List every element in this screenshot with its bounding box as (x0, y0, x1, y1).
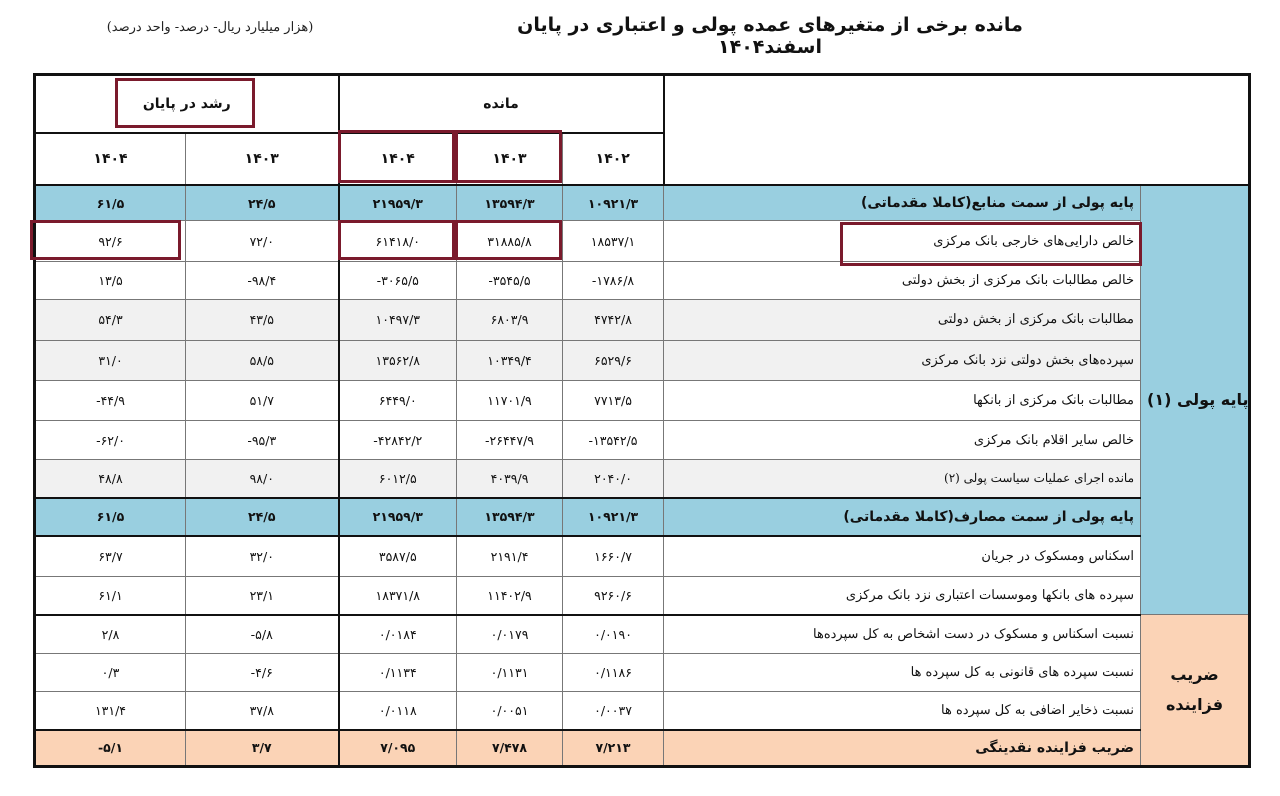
cell-balance-1402: ۰/۰۰۳۷ (563, 692, 664, 730)
cell-growth-1404: ۶۱/۵ (35, 185, 186, 221)
growth-group-header: رشد در پایان (35, 75, 339, 134)
table-row (35, 340, 1250, 380)
cell-balance-1403: ۴۰۳۹/۹ (457, 459, 563, 497)
table-row (35, 261, 1250, 299)
header-group-row (35, 75, 1250, 134)
row-label: مانده اجرای عملیات سیاست پولی (۲) (664, 459, 1141, 497)
cell-balance-1404: ۰/۱۱۳۴ (339, 653, 457, 691)
cell-balance-1403: -۲۶۴۴۷/۹ (457, 421, 563, 459)
cell-balance-1402: -۱۳۵۴۲/۵ (563, 421, 664, 459)
header-blank-cell (664, 75, 1250, 185)
table-row (35, 653, 1250, 691)
cell-growth-1404: ۰/۳ (35, 653, 186, 691)
cell-balance-1402: ۴۷۴۲/۸ (563, 300, 664, 340)
row-label: نسبت ذخایر اضافی به کل سپرده ها (664, 692, 1141, 730)
cell-balance-1404: ۶۴۴۹/۰ (339, 381, 457, 421)
page-title: مانده برخی از متغیرهای عمده پولی و اعتباری در پایان اسفند۱۴۰۴ (517, 14, 1023, 58)
cell-balance-1402: -۱۷۸۶/۸ (563, 261, 664, 299)
cell-balance-1403: ۰/۰۰۵۱ (457, 692, 563, 730)
balance-year-1403: ۱۴۰۳ (457, 133, 563, 185)
cell-balance-1403: ۱۳۵۹۴/۳ (457, 185, 563, 221)
growth-year-1404: ۱۴۰۴ (35, 133, 186, 185)
multiplier-side-line1: ضریب (1170, 665, 1219, 685)
table-row (35, 421, 1250, 459)
cell-balance-1403: ۳۱۸۸۵/۸ (457, 221, 563, 261)
cell-growth-1403: ۴۳/۵ (186, 300, 339, 340)
row-label: خالص مطالبات بانک مرکزی از بخش دولتی (664, 261, 1141, 299)
table-row (35, 381, 1250, 421)
cell-growth-1404: -۶۲/۰ (35, 421, 186, 459)
cell-growth-1404: -۵/۱ (35, 730, 186, 767)
table-row (35, 221, 1250, 261)
row-label: سپرده‌های بخش دولتی نزد بانک مرکزی (664, 340, 1141, 380)
row-label: نسبت اسکناس و مسکوک در دست اشخاص به کل سپرده‌ها (664, 615, 1141, 653)
cell-balance-1404: ۲۱۹۵۹/۳ (339, 185, 457, 221)
row-label: مطالبات بانک مرکزی از بانکها (664, 381, 1141, 421)
table-row (35, 576, 1250, 614)
cell-growth-1404: ۲/۸ (35, 615, 186, 653)
table-row-base-money-uses (35, 498, 1250, 536)
table-row (35, 615, 1250, 653)
multiplier-side-line2: فزاینده (1165, 695, 1224, 715)
row-label: پایه پولی از سمت منابع(کاملا مقدماتی) (664, 185, 1141, 221)
cell-balance-1402: ۲۰۴۰/۰ (563, 459, 664, 497)
cell-balance-1402: ۷/۲۱۳ (563, 730, 664, 767)
balance-year-1404: ۱۴۰۴ (339, 133, 457, 185)
table-row-liquidity-multiplier (35, 730, 1250, 767)
cell-growth-1403: ۲۳/۱ (186, 576, 339, 614)
table-row (35, 692, 1250, 730)
cell-balance-1402: ۰/۰۱۹۰ (563, 615, 664, 653)
row-label: اسکناس ومسکوک در جریان (664, 536, 1141, 576)
cell-growth-1403: ۲۴/۵ (186, 498, 339, 536)
cell-balance-1403: ۱۱۴۰۲/۹ (457, 576, 563, 614)
cell-growth-1404: -۴۴/۹ (35, 381, 186, 421)
cell-balance-1403: ۱۰۳۴۹/۴ (457, 340, 563, 380)
row-label: خالص سایر اقلام بانک مرکزی (664, 421, 1141, 459)
row-label: ضریب فزاینده نقدینگی (664, 730, 1141, 767)
cell-growth-1404: ۳۱/۰ (35, 340, 186, 380)
cell-growth-1404: ۹۲/۶ (35, 221, 186, 261)
cell-balance-1404: ۰/۰۱۱۸ (339, 692, 457, 730)
row-label: سپرده های بانکها وموسسات اعتباری نزد بانک مرکزی (664, 576, 1141, 614)
cell-balance-1402: ۰/۱۱۸۶ (563, 653, 664, 691)
cell-growth-1404: ۶۱/۱ (35, 576, 186, 614)
cell-growth-1403: ۳۲/۰ (186, 536, 339, 576)
cell-growth-1404: ۶۳/۷ (35, 536, 186, 576)
base-money-side-label: پایه پولی (۱) (1141, 185, 1250, 615)
unit-note: (هزار میلیارد ریال- درصد- واحد درصد) (106, 20, 314, 35)
growth-year-1403: ۱۴۰۳ (186, 133, 339, 185)
cell-balance-1404: ۱۰۴۹۷/۳ (339, 300, 457, 340)
cell-balance-1402: ۱۰۹۲۱/۳ (563, 185, 664, 221)
cell-balance-1402: ۱۶۶۰/۷ (563, 536, 664, 576)
cell-balance-1403: ۶۸۰۳/۹ (457, 300, 563, 340)
cell-growth-1404: ۶۱/۵ (35, 498, 186, 536)
cell-balance-1404: ۳۵۸۷/۵ (339, 536, 457, 576)
cell-balance-1402: ۱۰۹۲۱/۳ (563, 498, 664, 536)
row-label: نسبت سپرده های قانونی به کل سپرده ها (664, 653, 1141, 691)
cell-balance-1404: ۶۰۱۲/۵ (339, 459, 457, 497)
table-row-base-money-sources (35, 185, 1250, 221)
table-row (35, 536, 1250, 576)
cell-growth-1403: ۳/۷ (186, 730, 339, 767)
cell-balance-1404: -۳۰۶۵/۵ (339, 261, 457, 299)
cell-growth-1403: ۵۱/۷ (186, 381, 339, 421)
cell-growth-1403: -۹۵/۳ (186, 421, 339, 459)
table-row (35, 300, 1250, 340)
cell-balance-1404: ۶۱۴۱۸/۰ (339, 221, 457, 261)
balance-group-header: مانده (339, 75, 664, 134)
cell-growth-1403: -۵/۸ (186, 615, 339, 653)
cell-balance-1404: ۰/۰۱۸۴ (339, 615, 457, 653)
cell-balance-1402: ۷۷۱۳/۵ (563, 381, 664, 421)
table-row (35, 459, 1250, 497)
cell-balance-1403: ۰/۱۱۳۱ (457, 653, 563, 691)
cell-balance-1403: ۱۱۷۰۱/۹ (457, 381, 563, 421)
cell-balance-1404: ۷/۰۹۵ (339, 730, 457, 767)
balance-year-1402: ۱۴۰۲ (563, 133, 664, 185)
cell-growth-1403: ۹۸/۰ (186, 459, 339, 497)
cell-balance-1403: -۳۵۴۵/۵ (457, 261, 563, 299)
monetary-variables-table (33, 73, 1251, 768)
cell-balance-1402: ۶۵۲۹/۶ (563, 340, 664, 380)
cell-balance-1403: ۷/۴۷۸ (457, 730, 563, 767)
row-label: پایه پولی از سمت مصارف(کاملا مقدماتی) (664, 498, 1141, 536)
cell-growth-1404: ۱۳/۵ (35, 261, 186, 299)
cell-growth-1403: -۹۸/۴ (186, 261, 339, 299)
cell-growth-1404: ۴۸/۸ (35, 459, 186, 497)
cell-growth-1403: ۳۷/۸ (186, 692, 339, 730)
row-label: خالص دارایی‌های خارجی بانک مرکزی (664, 221, 1141, 261)
cell-balance-1403: ۲۱۹۱/۴ (457, 536, 563, 576)
cell-growth-1403: ۵۸/۵ (186, 340, 339, 380)
cell-growth-1404: ۱۳۱/۴ (35, 692, 186, 730)
cell-growth-1403: -۴/۶ (186, 653, 339, 691)
cell-balance-1404: ۱۳۵۶۲/۸ (339, 340, 457, 380)
cell-balance-1403: ۰/۰۱۷۹ (457, 615, 563, 653)
cell-balance-1403: ۱۳۵۹۴/۳ (457, 498, 563, 536)
cell-balance-1404: ۱۸۳۷۱/۸ (339, 576, 457, 614)
cell-balance-1404: ۲۱۹۵۹/۳ (339, 498, 457, 536)
multiplier-side-label (1141, 615, 1250, 767)
cell-balance-1404: -۴۲۸۴۲/۲ (339, 421, 457, 459)
cell-growth-1403: ۲۴/۵ (186, 185, 339, 221)
row-label: مطالبات بانک مرکزی از بخش دولتی (664, 300, 1141, 340)
cell-growth-1404: ۵۴/۳ (35, 300, 186, 340)
cell-growth-1403: ۷۲/۰ (186, 221, 339, 261)
cell-balance-1402: ۹۲۶۰/۶ (563, 576, 664, 614)
cell-balance-1402: ۱۸۵۳۷/۱ (563, 221, 664, 261)
